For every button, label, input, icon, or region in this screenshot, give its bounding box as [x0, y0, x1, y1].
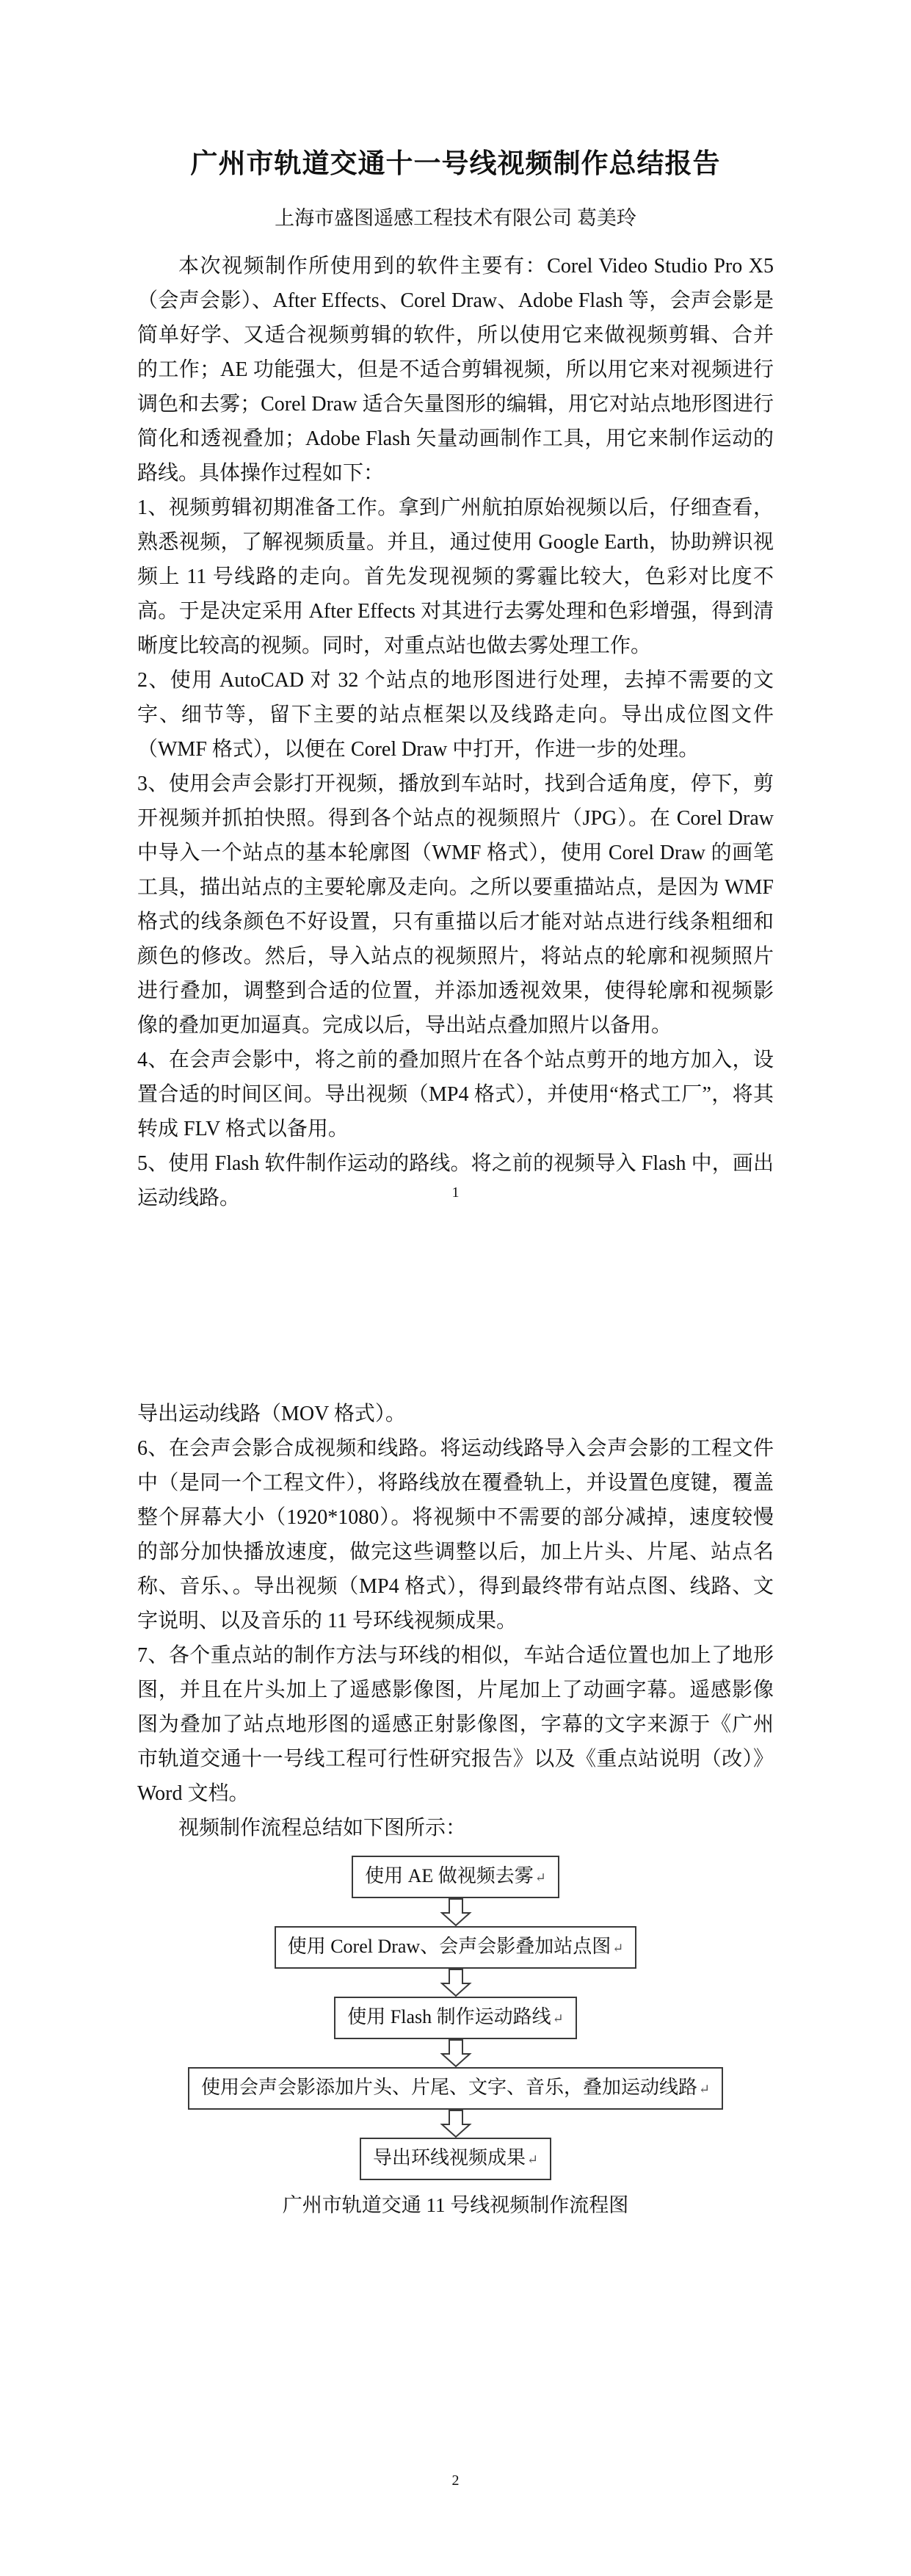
byline: 上海市盛图遥感工程技术有限公司 葛美玲: [275, 206, 636, 229]
return-mark-icon: ↵: [612, 1941, 624, 1955]
page-1-content: [137, 0, 774, 1215]
page-number-2: 2: [451, 2472, 460, 2489]
return-mark-icon: ↵: [552, 2011, 564, 2026]
document-title: 广州市轨道交通十一号线视频制作总结报告: [190, 149, 721, 179]
flow-step-2-box: [275, 1926, 637, 1969]
flow-step-3-label: 使用 Flash 制作运动路线: [347, 2006, 551, 2027]
return-mark-icon: ↵: [526, 2152, 539, 2167]
page-2: [0, 1288, 911, 2576]
flow-step-5-label: 导出环线视频成果: [372, 2147, 526, 2168]
flowchart-caption: 广州市轨道交通 11 号线视频制作流程图: [282, 2194, 629, 2216]
flow-step-4-label: 使用会声会影添加片头、片尾、文字、音乐，叠加运动线路: [200, 2077, 697, 2098]
paragraph-step-3: 3、使用会声会影打开视频，播放到车站时，找到合适角度，停下，剪开视频并抓拍快照。得到各个站点的视频照片（JPG）。在 Corel Draw 中导入一个站点的基本轮廓图（WMF 格式），使用 Corel Draw 的画笔工具，描出站点的主要轮廓及走向。之所以要重描站点，是因为 WMF 格式的线条颜色不好设置，只有重描以后才能对站点进行线条粗细和颜色的修改。然后，导入站点的视频照片，将站点的轮廓和视频照片进行叠加，调整到合适的位置，并添加透视效果，使得轮廓和视频影像的叠加更加逼真。完成以后，导出站点叠加照片以备用。: [137, 772, 774, 1037]
down-block-arrow-icon: [439, 1969, 473, 1997]
flow-step-5-box: [360, 2138, 551, 2180]
paragraph-step-5-continued: 导出运动线路（MOV 格式）。: [137, 1403, 406, 1425]
flowchart-heading: 视频制作流程总结如下图所示：: [178, 1817, 467, 1839]
return-mark-icon: ↵: [534, 1870, 546, 1885]
down-block-arrow-icon: [439, 1898, 473, 1926]
page-number-1: 1: [451, 1184, 460, 1201]
paragraph-intro: 本次视频制作所使用到的软件主要有：Corel Video Studio Pro X5（会声会影）、After Effects、Corel Draw、Adobe Flash 等，会声会影是简单好学、又适合视频剪辑的软件，所以使用它来做视频剪辑、合并的工作；AE 功能强大，但是不适合剪辑视频，所以用它来对视频进行调色和去雾；Corel Draw 适合矢量图形的编辑，用它对站点地形图进行简化和透视叠加；Adobe Flash 矢量动画制作工具，用它来制作运动的路线。具体操作过程如下：: [137, 254, 774, 485]
paragraph-step-1: 1、视频剪辑初期准备工作。拿到广州航拍原始视频以后，仔细查看，熟悉视频，了解视频质量。并且，通过使用 Google Earth，协助辨识视频上 11 号线路的走向。首先发现视频的雾霾比较大，色彩对比度不高。于是决定采用 After Effects 对其进行去雾处理和色彩增强，得到清晰度比较高的视频。同时，对重点站也做去雾处理工作。: [137, 496, 774, 657]
paragraph-step-2: 2、使用 AutoCAD 对 32 个站点的地形图进行处理，去掉不需要的文字、细节等，留下主要的站点框架以及线路走向。导出成位图文件（WMF 格式），以便在 Corel Draw 中打开，作进一步的处理。: [137, 668, 774, 761]
flow-step-3-box: [334, 1997, 576, 2039]
flow-step-2-label: 使用 Corel Draw、会声会影叠加站点图: [287, 1936, 611, 1957]
down-block-arrow-icon: [439, 2039, 473, 2067]
paragraph-step-5: 5、使用 Flash 软件制作运动的路线。将之前的视频导入 Flash 中，画出运动线路。: [137, 1151, 774, 1209]
flow-step-1-box: [352, 1856, 559, 1898]
page-2-body: [137, 1397, 774, 1845]
return-mark-icon: ↵: [698, 2082, 711, 2096]
page-2-content: [137, 1288, 774, 2218]
flowchart: [137, 1856, 774, 2180]
down-block-arrow-icon: [439, 2110, 473, 2138]
paragraph-step-4: 4、在会声会影中，将之前的叠加照片在各个站点剪开的地方加入，设置合适的时间区间。导出视频（MP4 格式），并使用“格式工厂”，将其转成 FLV 格式以备用。: [137, 1048, 774, 1140]
paragraph-step-6: 6、在会声会影合成视频和线路。将运动线路导入会声会影的工程文件中（是同一个工程文件），将路线放在覆叠轨上，并设置色度键，覆盖整个屏幕大小（1920*1080）。将视频中不需要的部分减掉，速度较慢的部分加快播放速度，做完这些调整以后，加上片头、片尾、站点名称、音乐、。导出视频（MP4 格式），得到最终带有站点图、线路、文字说明、以及音乐的 11 号环线视频成果。: [137, 1437, 774, 1632]
page-1-body: [137, 249, 774, 1215]
flow-step-4-box: [188, 2067, 723, 2110]
flow-step-1-label: 使用 AE 做视频去雾: [365, 1865, 534, 1886]
paragraph-step-7: 7、各个重点站的制作方法与环线的相似，车站合适位置也加上了地形图，并且在片头加上了遥感影像图，片尾加上了动画字幕。遥感影像图为叠加了站点地形图的遥感正射影像图，字幕的文字来源于《广州市轨道交通十一号线工程可行性研究报告》以及《重点站说明（改）》Word 文档。: [137, 1644, 774, 1805]
